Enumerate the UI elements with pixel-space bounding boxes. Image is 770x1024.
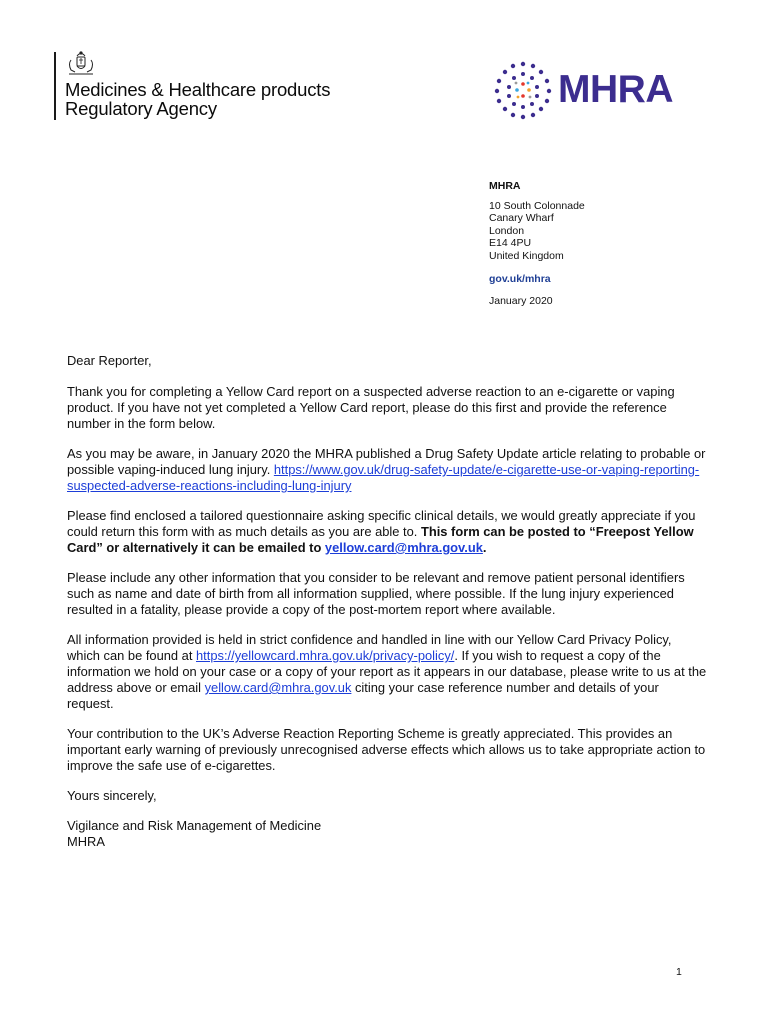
signature-line1: Vigilance and Risk Management of Medicine: [67, 818, 322, 833]
paragraph-text: As you may be aware, in January 2020 the MHRA published a Drug Safety Update article relating to probable or possible vaping-induced lung injury.: [67, 446, 706, 477]
signature-line2: MHRA: [67, 834, 105, 849]
address-org: MHRA: [489, 180, 521, 192]
website-link[interactable]: gov.uk/mhra: [489, 272, 551, 285]
address-line: E14 4PU: [489, 237, 532, 250]
paragraph-contribution: Your contribution to the UK’s Adverse Reaction Reporting Scheme is greatly appreciated. This provides an important early warning of previously unrecognised adverse effects which allows us to take appropriate action to improve the safe use of e-cigarettes.: [67, 726, 706, 773]
privacy-policy-link[interactable]: https://yellowcard.mhra.gov.uk/privacy-policy/: [196, 648, 455, 663]
signature: [67, 818, 707, 850]
address-line: London: [489, 224, 525, 237]
paragraph-questionnaire: [67, 508, 707, 556]
paragraph-end: .: [482, 540, 487, 555]
mhra-wordmark: MHRA: [558, 68, 673, 111]
mhra-logo: [492, 58, 692, 122]
yellow-card-email-link[interactable]: yellow.card@mhra.gov.uk: [324, 540, 483, 555]
page-number: 1: [676, 966, 682, 978]
paragraph-text: Please find enclosed a tailored questionnaire asking specific clinical details, we would greatly appreciate if you could return this form with as much details as you are able to.: [67, 508, 696, 539]
agency-name-line1: Medicines & Healthcare products: [65, 79, 331, 100]
address-line: Canary Wharf: [489, 212, 554, 225]
paragraph-bold-text: This form can be posted to “Freepost Yellow Card” or alternatively it can be emailed to: [67, 524, 694, 555]
agency-header: [54, 50, 330, 122]
address-line: United Kingdom: [489, 249, 564, 262]
letter-body: [67, 353, 707, 864]
address-line: 10 South Colonnade: [489, 199, 585, 212]
agency-name-line2: Regulatory Agency: [65, 98, 217, 119]
drug-safety-update-link[interactable]: https://www.gov.uk/drug-safety-update/e-cigarette-use-or-vaping-reporting-suspected-adverse-reactions-including-lung-injury: [67, 462, 700, 493]
sender-address: [489, 180, 585, 308]
header-divider: [54, 52, 56, 120]
paragraph-text: . If you wish to request a copy of the information we hold on your case or a copy of your report as it appears in our database, please write to us at the address above or email: [67, 648, 707, 695]
paragraph-privacy: [67, 632, 707, 712]
greeting: Dear Reporter,: [67, 353, 152, 368]
royal-crest-icon: [65, 50, 97, 78]
yellow-card-email-link-2[interactable]: yellow.card@mhra.gov.uk: [204, 680, 352, 695]
paragraph-text: All information provided is held in strict confidence and handled in line with our Yellow Card Privacy Policy, which can be found at: [67, 632, 672, 663]
letter-date: January 2020: [489, 295, 553, 308]
agency-name: [65, 80, 330, 118]
closing: Yours sincerely,: [67, 788, 157, 803]
paragraph-text: citing your case reference number and details of your request.: [67, 680, 659, 711]
mhra-dots-icon: [492, 59, 554, 121]
paragraph-identifiers: Please include any other information that you consider to be relevant and remove patient personal identifiers such as name and date of birth from all information supplied, where possible. If the lung injury experienced resulted in a fatality, please provide a copy of the post-mortem report where available.: [67, 570, 685, 617]
paragraph-drug-safety: [67, 446, 707, 494]
paragraph-intro: Thank you for completing a Yellow Card report on a suspected adverse reaction to an e-cigarette or vaping product. If you have not yet completed a Yellow Card report, please do this first and provide the reference number in the form below.: [67, 384, 675, 431]
